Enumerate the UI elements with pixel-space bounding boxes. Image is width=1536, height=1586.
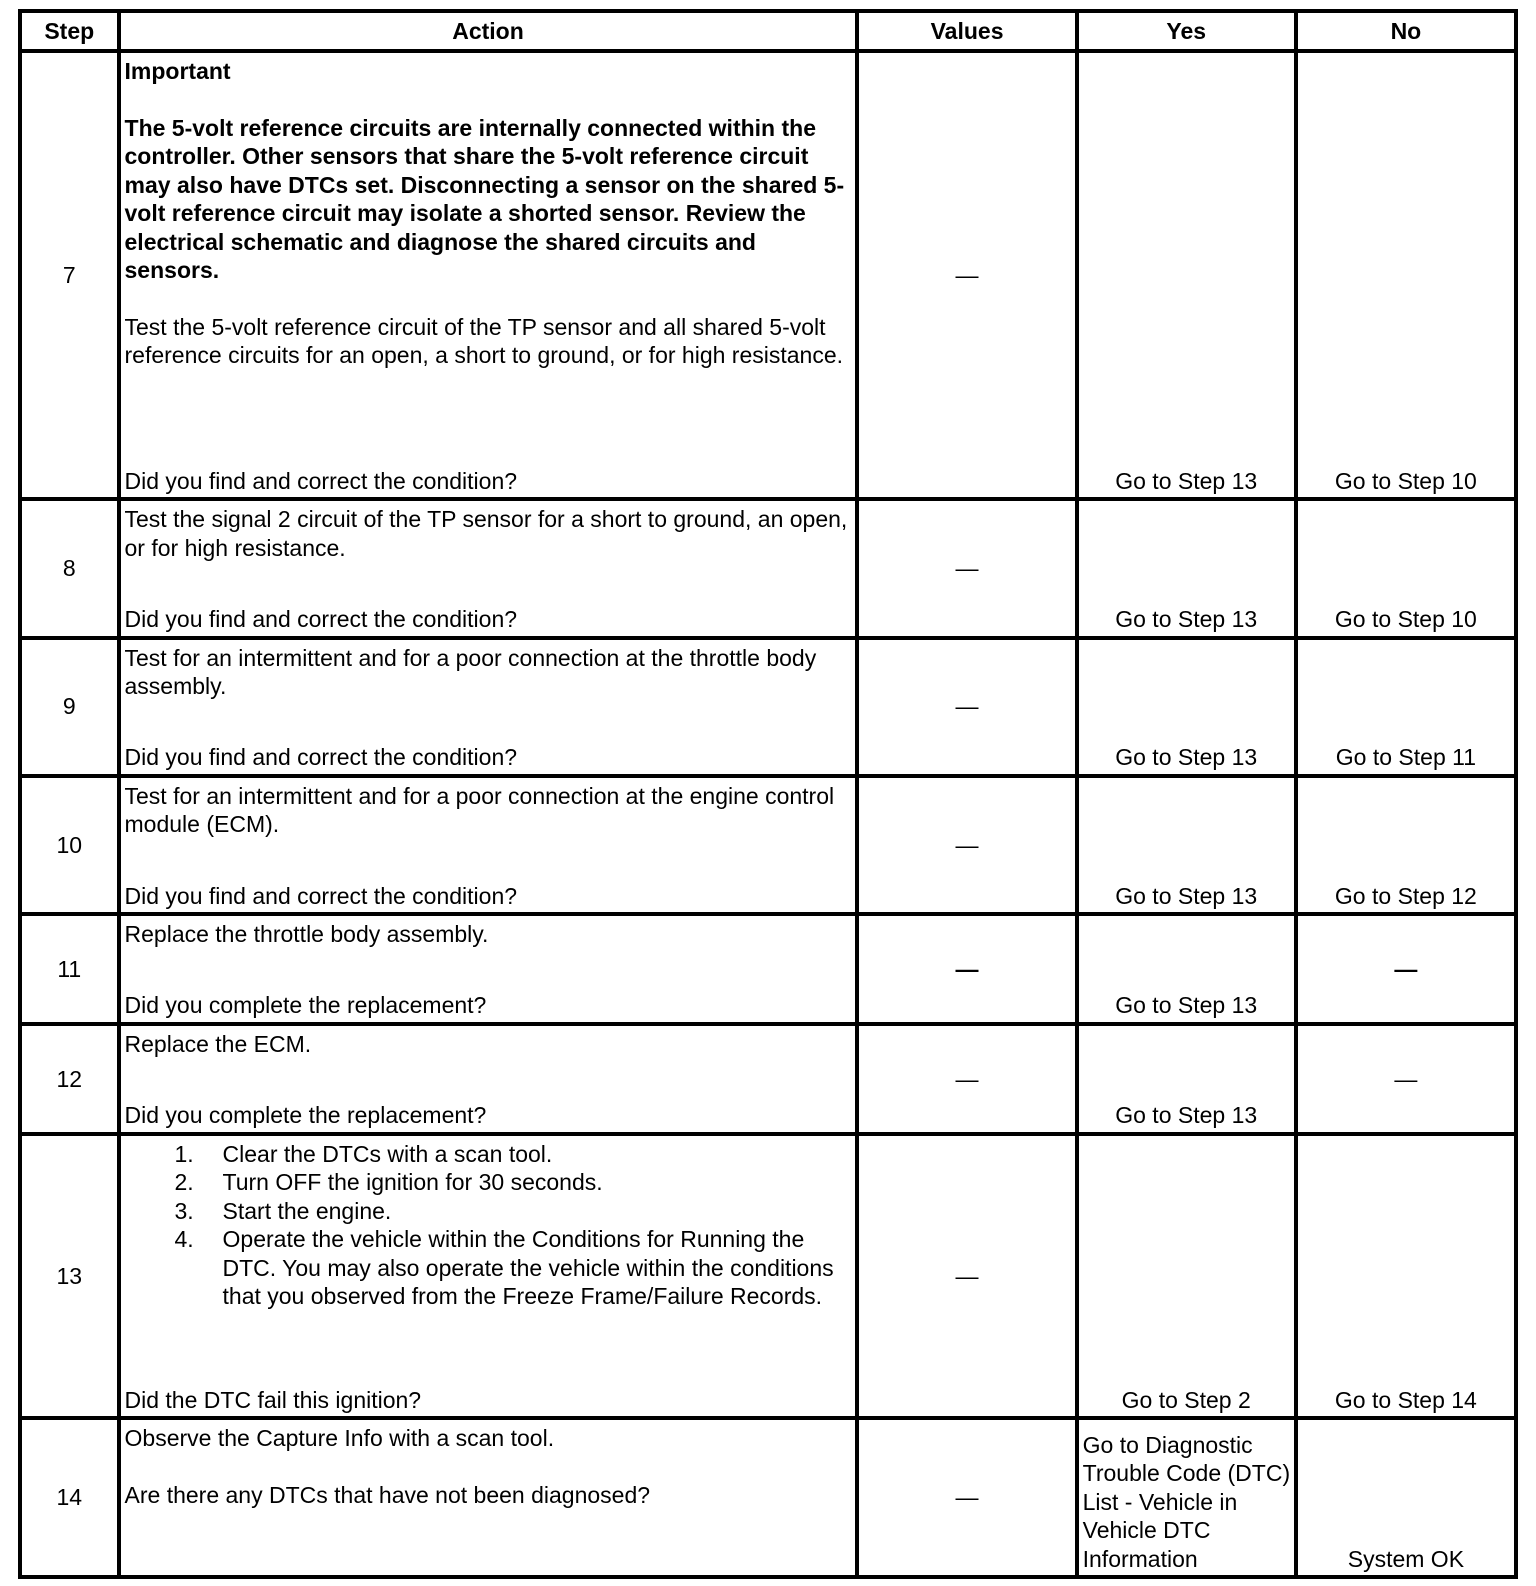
values-cell: —	[857, 1024, 1076, 1134]
table-row-step-12	[20, 1024, 1516, 1134]
list-item-text: Start the engine.	[222, 1197, 392, 1224]
list-item-number: 2.	[174, 1169, 194, 1196]
action-cell	[119, 499, 858, 637]
no-cell: Go to Step 11	[1296, 638, 1516, 776]
list-item-text: Clear the DTCs with a scan tool.	[222, 1140, 553, 1167]
no-cell: Go to Step 10	[1296, 51, 1516, 499]
action-instruction: Test for an intermittent and for a poor connection at the engine control module (ECM).	[124, 782, 835, 838]
header-step: Step	[20, 11, 119, 51]
values-cell: —	[857, 51, 1076, 499]
header-row	[20, 11, 1516, 51]
action-cell	[119, 1024, 858, 1134]
no-cell: Go to Step 12	[1296, 776, 1516, 914]
values-cell: —	[857, 499, 1076, 637]
step-number: 12	[20, 1024, 119, 1134]
action-instruction: Replace the ECM.	[124, 1030, 312, 1057]
yes-cell: Go to Step 13	[1077, 499, 1296, 637]
important-note: The 5-volt reference circuits are internally connected within the controller. Other sensors that share the 5-volt reference circuit may also have DTCs set. Disconnecting a sensor on the shared 5-volt reference circuit may isolate a shorted sensor. Review the electrical schematic and diagnose the shared circuits and sensors.	[124, 114, 845, 283]
yes-cell: Go to Step 2	[1077, 1134, 1296, 1419]
action-instruction: Test the 5-volt reference circuit of the TP sensor and all shared 5-volt reference circuits for an open, a short to ground, or for high resistance.	[124, 313, 844, 368]
header-yes: Yes	[1077, 11, 1296, 51]
step-number: 7	[20, 51, 119, 499]
list-item-text: Operate the vehicle within the Conditions for Running the DTC. You may also operate the vehicle within the conditions that you observed from the Freeze Frame/Failure Records.	[222, 1226, 834, 1310]
table-row-step-10	[20, 776, 1516, 914]
list-item-text: Turn OFF the ignition for 30 seconds.	[222, 1169, 603, 1196]
action-cell	[119, 776, 858, 914]
step-number: 13	[20, 1134, 119, 1419]
values-cell: —	[857, 638, 1076, 776]
table-row-step-13	[20, 1134, 1516, 1419]
important-label: Important	[124, 58, 231, 84]
action-question: Are there any DTCs that have not been diagnosed?	[124, 1481, 651, 1508]
table-row-step-9	[20, 638, 1516, 776]
action-instruction: Observe the Capture Info with a scan tool.	[124, 1425, 555, 1452]
action-question: Did the DTC fail this ignition?	[124, 1386, 422, 1413]
yes-cell: Go to Step 13	[1077, 638, 1296, 776]
no-cell: Go to Step 10	[1296, 499, 1516, 637]
action-instruction: Test the signal 2 circuit of the TP sensor for a short to ground, an open, or for high resistance.	[124, 506, 848, 561]
action-cell	[119, 914, 858, 1024]
list-item	[175, 1140, 852, 1169]
action-cell	[119, 1134, 858, 1419]
values-cell: —	[857, 914, 1076, 1024]
list-item-number: 4.	[174, 1226, 194, 1253]
table-row-step-8	[20, 499, 1516, 637]
no-cell: —	[1296, 1024, 1516, 1134]
action-instruction: Test for an intermittent and for a poor connection at the throttle body assembly.	[124, 644, 817, 700]
list-item	[175, 1168, 852, 1197]
list-item	[175, 1225, 852, 1311]
yes-cell: Go to Step 13	[1077, 51, 1296, 499]
step-number: 11	[20, 914, 119, 1024]
action-cell	[119, 1418, 858, 1577]
action-cell	[119, 638, 858, 776]
action-instruction: Replace the throttle body assembly.	[124, 921, 489, 948]
table-row-step-11	[20, 914, 1516, 1024]
diagnostic-table-document	[18, 9, 1518, 1579]
no-cell: Go to Step 14	[1296, 1134, 1516, 1419]
table-row-step-7	[20, 51, 1516, 499]
list-item-number: 3.	[174, 1197, 194, 1224]
header-action: Action	[119, 11, 858, 51]
action-question: Did you complete the replacement?	[124, 1102, 487, 1129]
yes-cell: Go to Step 13	[1077, 776, 1296, 914]
step-number: 8	[20, 499, 119, 637]
step-number: 10	[20, 776, 119, 914]
header-no: No	[1296, 11, 1516, 51]
action-cell	[119, 51, 858, 499]
action-question: Did you find and correct the condition?	[124, 744, 518, 771]
action-question: Did you find and correct the condition?	[124, 606, 518, 633]
table-row-step-14	[20, 1418, 1516, 1577]
yes-cell: Go to Step 13	[1077, 914, 1296, 1024]
action-question: Did you complete the replacement?	[124, 992, 487, 1019]
list-item-number: 1.	[174, 1140, 194, 1167]
action-question: Did you find and correct the condition?	[124, 467, 518, 494]
values-cell: —	[857, 776, 1076, 914]
values-cell: —	[857, 1418, 1076, 1577]
step-number: 14	[20, 1418, 119, 1577]
step-number: 9	[20, 638, 119, 776]
header-values: Values	[857, 11, 1076, 51]
diagnostic-steps-table	[18, 9, 1518, 1579]
no-cell: —	[1296, 914, 1516, 1024]
action-question: Did you find and correct the condition?	[124, 882, 518, 909]
procedure-list	[125, 1140, 852, 1311]
yes-cell: Go to Step 13	[1077, 1024, 1296, 1134]
values-cell: —	[857, 1134, 1076, 1419]
no-cell: System OK	[1296, 1418, 1516, 1577]
list-item	[175, 1197, 852, 1226]
yes-cell: Go to Diagnostic Trouble Code (DTC) List - Vehicle in Vehicle DTC Information	[1077, 1418, 1296, 1577]
